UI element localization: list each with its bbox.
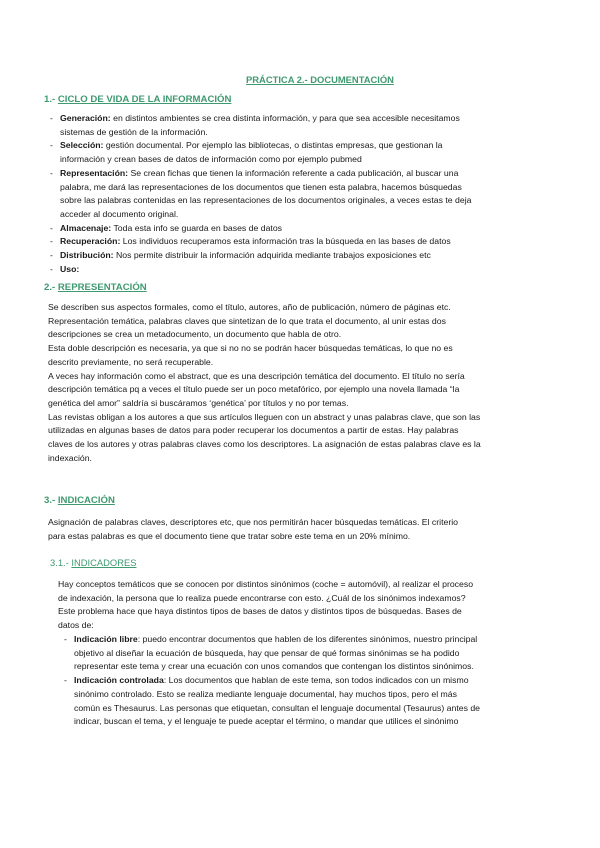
section-3-1-title: INDICADORES bbox=[71, 557, 137, 568]
paragraph-line: indexación. bbox=[48, 452, 92, 463]
list-item-text: información y crean bases de datos de información como por ejemplo pubmed bbox=[60, 154, 362, 165]
list-item bbox=[64, 633, 480, 674]
paragraph-line: descripción temática pq a veces el título puede ser un poco metafórico, por ejemplo una novela llamada “la bbox=[48, 384, 460, 395]
list-item-term: Selección: bbox=[60, 140, 104, 151]
list-item-text: Toda esta info se guarda en bases de datos bbox=[111, 222, 283, 233]
paragraph-line: Este problema hace que haya distintos tipos de bases de datos y distintos tipos de búsquedas. Bases de bbox=[58, 606, 462, 617]
list-item bbox=[50, 167, 471, 222]
list-item bbox=[50, 249, 471, 263]
list-item-text: sobre las palabras contenidas en las representaciones de los documentos originales, a veces estas te deja bbox=[60, 195, 472, 206]
paragraph-line: Se describen sus aspectos formales, como el título, autores, año de publicación, número de páginas etc. bbox=[48, 302, 451, 312]
paragraph-line: claves de los autores y otras palabras claves como los descriptores. La asignación de estas palabras clave es la bbox=[48, 439, 481, 450]
section-3-title: INDICACIÓN bbox=[57, 495, 115, 506]
section-2-number: 2.- bbox=[44, 282, 56, 293]
list-item bbox=[50, 222, 471, 236]
list-item-term: Indicación controlada bbox=[74, 675, 164, 686]
list-item-text: sistemas de gestión de la información. bbox=[60, 126, 208, 137]
list-item-text: Los individuos recuperamos esta información tras la búsqueda en las bases de datos bbox=[120, 236, 451, 247]
list-item-text: en distintos ambientes se crea distinta información, y para que sea accesible necesitamos bbox=[110, 113, 460, 123]
section-1-number: 1.- bbox=[44, 94, 56, 105]
list-item-text: acceder al documento original. bbox=[60, 208, 179, 219]
list-item-text: Se crean fichas que tienen la información referente a cada publicación, al buscar una bbox=[128, 167, 459, 178]
section-2-title: REPRESENTACIÓN bbox=[57, 282, 147, 293]
section-3-1-list bbox=[64, 633, 480, 729]
paragraph-line: A veces hay información como el abstract, que es una descripción temática del documento. El título no sería bbox=[48, 370, 465, 381]
paragraph-line: Esta doble descripción es necesaria, ya que si no no se podrán hacer búsquedas temáticas, lo que no es bbox=[48, 343, 453, 354]
document-title: PRÁCTICA 2.- DOCUMENTACIÓN bbox=[246, 74, 394, 85]
list-item-term: Generación: bbox=[60, 113, 111, 123]
list-item-text: gestión documental. Por ejemplo las bibliotecas, o distintas empresas, que gestionan la bbox=[103, 140, 443, 151]
section-3-1-number: 3.1.- bbox=[50, 557, 69, 568]
list-item-term: Almacenaje: bbox=[60, 222, 112, 233]
list-item-term: Indicación libre bbox=[74, 634, 138, 644]
section-3-body bbox=[48, 516, 458, 543]
paragraph-line: utilizadas en algunas bases de datos para poder recuperar los documentos a partir de estas. Hay palabras bbox=[48, 425, 459, 436]
paragraph-line: Asignación de palabras claves, descriptores etc, que nos permitirán hacer búsquedas temáticas. El criterio bbox=[48, 517, 458, 527]
list-item-term: Recuperación: bbox=[60, 236, 121, 247]
section-1-list bbox=[50, 112, 471, 276]
section-2-heading bbox=[44, 282, 147, 293]
paragraph-line: Hay conceptos temáticos que se conocen por distintos sinónimos (coche = automóvil), al realizar el proceso bbox=[58, 579, 474, 589]
paragraph-line: de indexación, la persona que lo realiza puede encontrarse con esto. ¿Cuál de los sinónimos indexamos? bbox=[58, 592, 466, 603]
paragraph-line: Representación temática, palabras claves que sintetizan de lo que trata el documento, al unir estas dos bbox=[48, 315, 446, 326]
list-item-text: indicar, buscan el tema, y el lenguaje te puede aceptar el término, o mandar que utilices el sinónimo bbox=[74, 716, 459, 727]
section-1-title: CICLO DE VIDA DE LA INFORMACIÓN bbox=[57, 94, 232, 105]
paragraph-line: para estas palabras es que el documento tiene que tratar sobre este tema en un 20% mínimo. bbox=[48, 530, 411, 541]
section-3-1-body bbox=[58, 578, 473, 633]
paragraph-line: descripciones se crea un metadocumento, un documento que habla de otro. bbox=[48, 329, 342, 340]
list-item-text: representar este tema y crear una ecuación con unos comandos que contengan los distintos sinónimos. bbox=[74, 661, 474, 672]
list-item bbox=[64, 674, 480, 729]
list-item-text: objetivo al diseñar la ecuación de búsqueda, hay que pensar de qué formas sinónimas se ha podido bbox=[74, 647, 460, 658]
list-item-term: Representación: bbox=[60, 167, 129, 178]
paragraph-line: descrito previamente, no será recuperable. bbox=[48, 356, 214, 367]
list-item bbox=[50, 235, 471, 249]
list-item bbox=[50, 112, 471, 139]
paragraph-line: Las revistas obligan a los autores a que sus artículos lleguen con un abstract y unas palabras clave, que son las bbox=[48, 411, 481, 422]
list-item bbox=[50, 263, 471, 277]
list-item bbox=[50, 139, 471, 166]
section-2-body bbox=[48, 301, 481, 465]
list-item-text: común es Thesaurus. Las personas que etiquetan, consultan el lenguaje documental (Tesaurus) antes de bbox=[74, 702, 480, 713]
section-3-1-heading bbox=[50, 557, 137, 568]
paragraph-line: datos de: bbox=[58, 620, 94, 631]
list-item-text: : puedo encontrar documentos que hablen de los diferentes sinónimos, nuestro principal bbox=[137, 634, 478, 644]
section-1-heading bbox=[44, 94, 231, 105]
section-3-heading bbox=[44, 495, 115, 506]
list-item-text: palabra, me dará las representaciones de los documentos que tienen esta palabra, hacemos búsquedas bbox=[60, 181, 462, 192]
list-item-term: Distribución: bbox=[60, 250, 114, 261]
list-item-text: Nos permite distribuir la información adquirida mediante trabajos exposiciones etc bbox=[113, 250, 431, 261]
list-item-text: : Los documentos que hablan de este tema, son todos indicados con un mismo bbox=[163, 675, 469, 686]
list-item-text: sinónimo controlado. Esto se realiza mediante lenguaje documental, hay muchos tipos, pero el más bbox=[74, 688, 457, 699]
list-item-term: Uso: bbox=[60, 263, 80, 274]
paragraph-line: genética del amor” saldría si buscáramos ‘genética’ por títulos y no por temas. bbox=[48, 397, 349, 408]
section-3-number: 3.- bbox=[44, 495, 56, 506]
